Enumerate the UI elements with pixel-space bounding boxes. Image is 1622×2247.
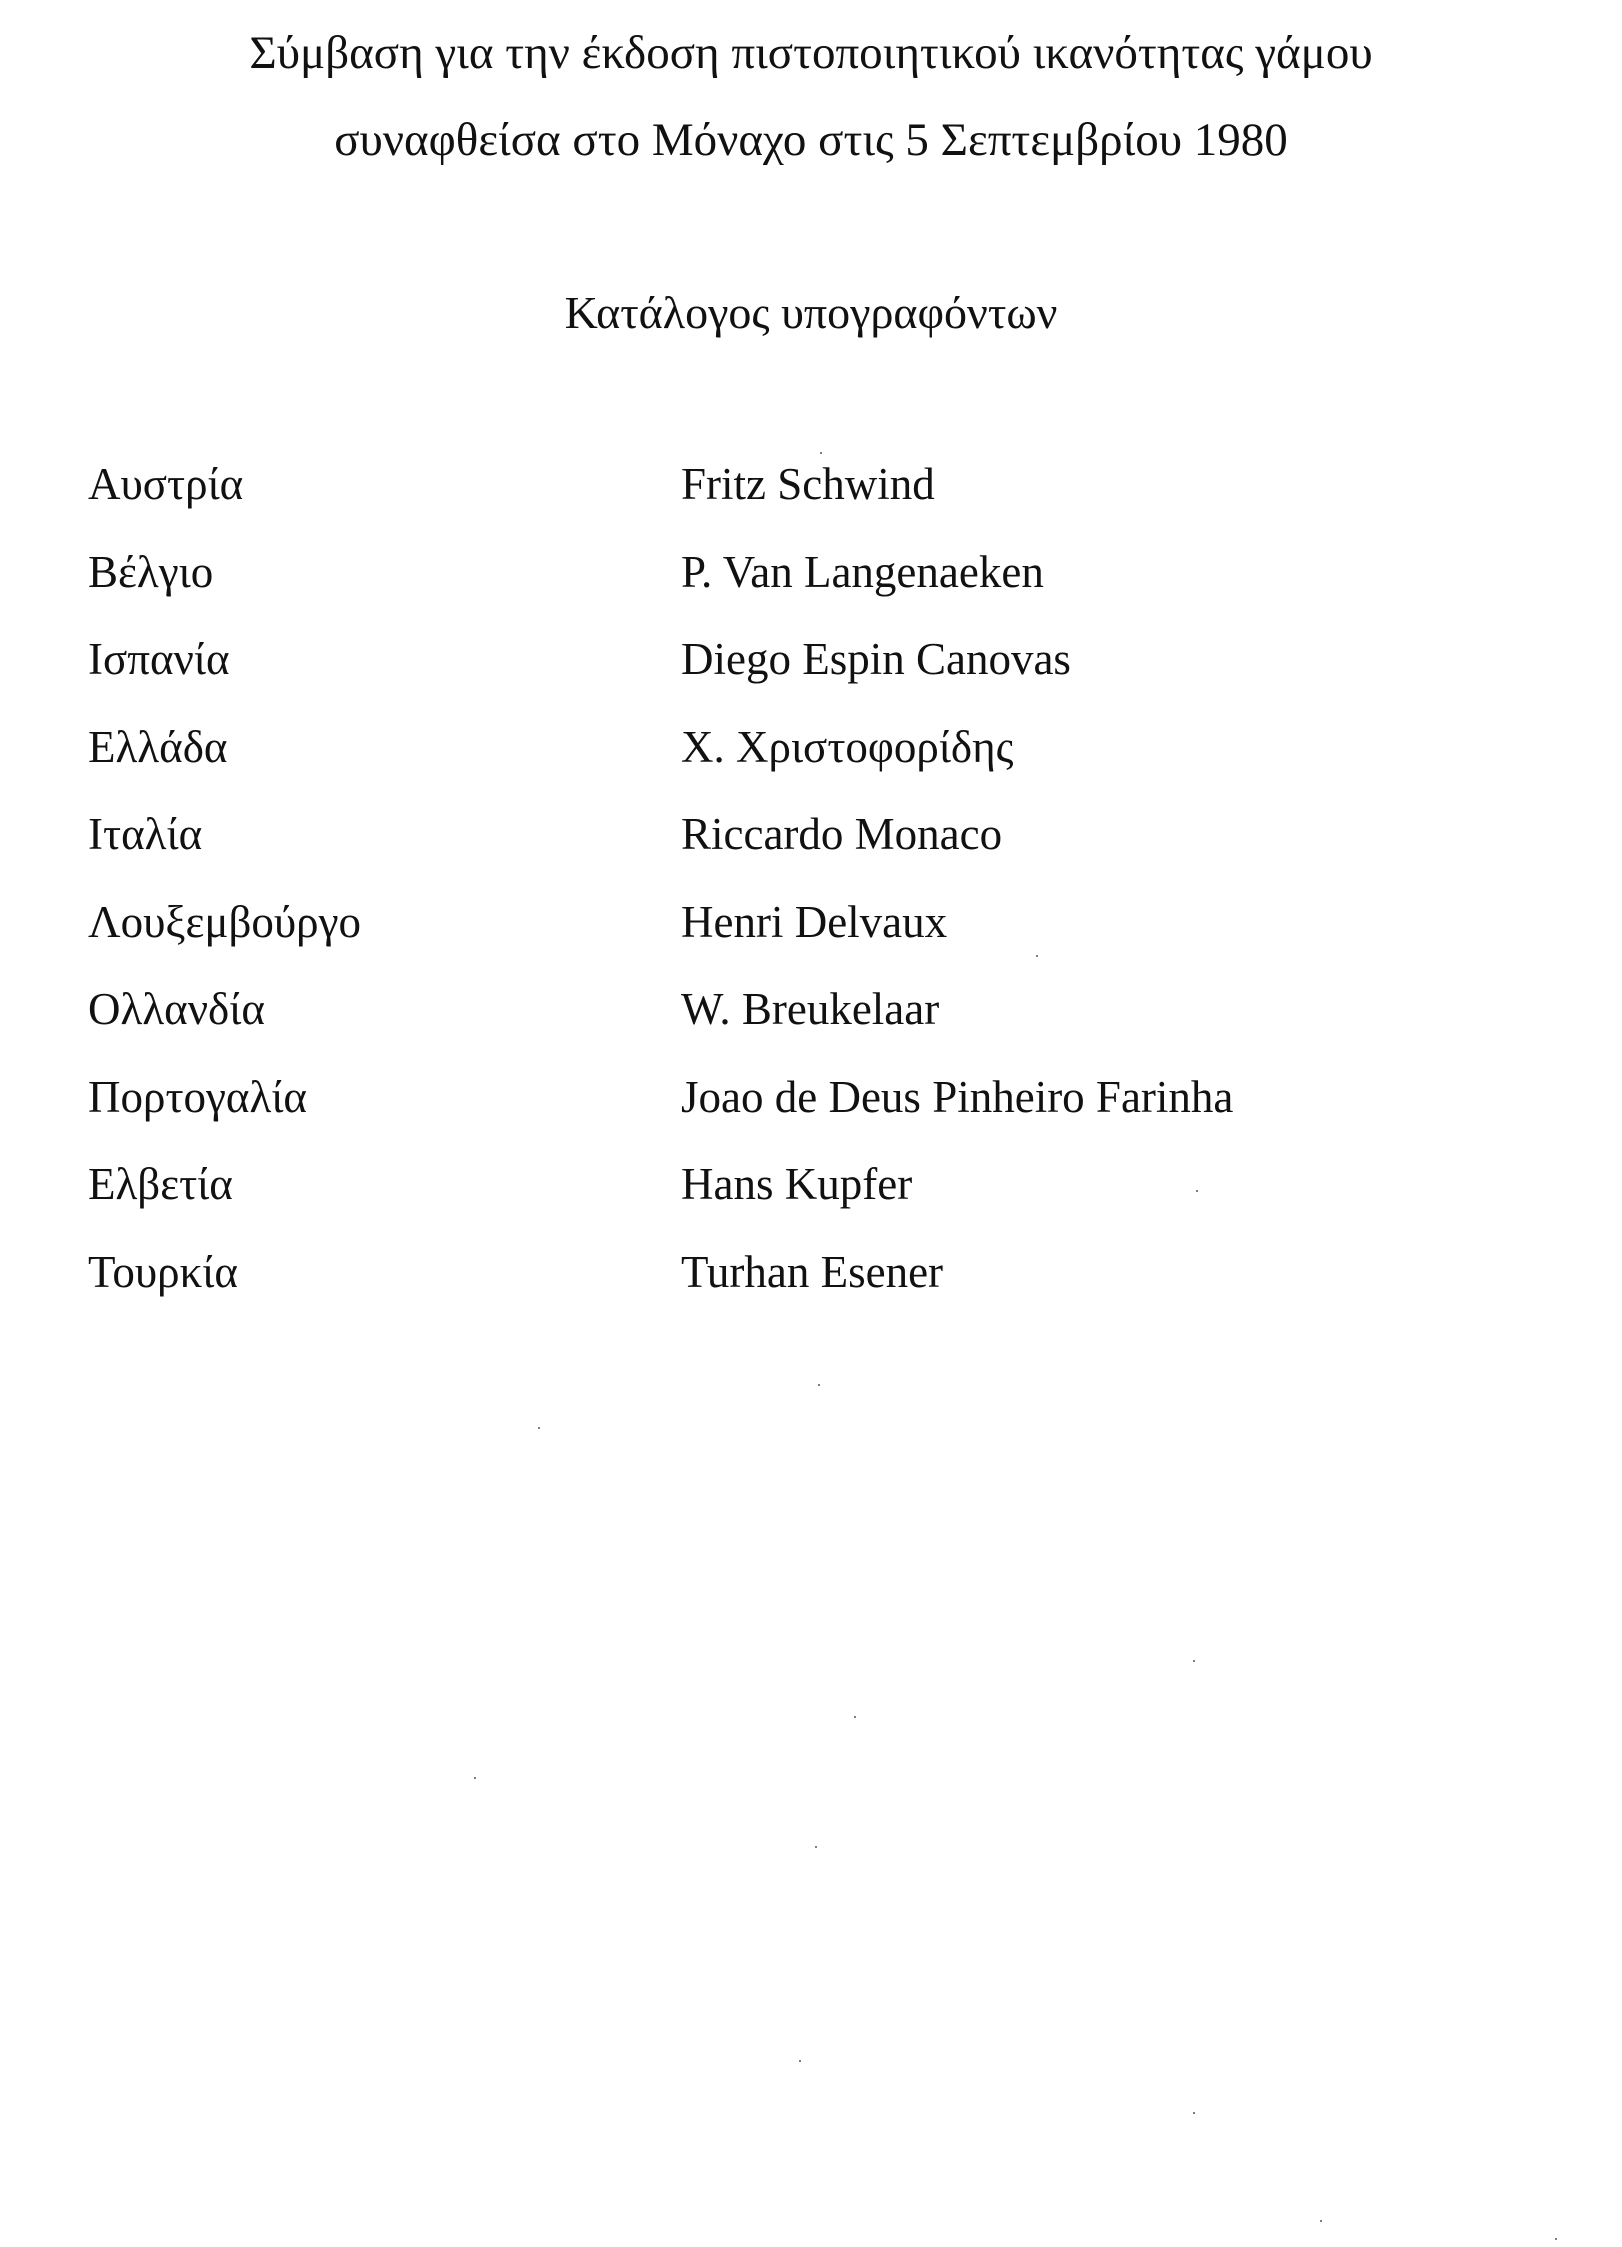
signatory-country: Αυστρία [88, 459, 244, 509]
signatory-row [88, 896, 1388, 988]
signatory-country: Ελβετία [88, 1159, 233, 1209]
scan-speck [854, 1716, 856, 1718]
signatory-name: P. Van Langenaeken [681, 546, 1044, 597]
signatory-name: Fritz Schwind [681, 459, 935, 509]
signatory-row [88, 634, 1388, 725]
document-title-line-1: Σύμβαση για την έκδοση πιστοποιητικού ικανότητας γάμου [249, 27, 1373, 79]
signatory-name: Χ. Χριστοφορίδης [681, 721, 1014, 772]
scan-speck [1320, 2220, 1322, 2222]
document-title-line-2: συναφθείσα στο Μόναχο στις 5 Σεπτεμβρίου 1980 [334, 114, 1288, 166]
signatory-country: Πορτογαλία [88, 1071, 308, 1122]
scan-speck [1036, 955, 1038, 957]
signatory-row [88, 1159, 1388, 1250]
signatory-country: Βέλγιο [88, 546, 214, 597]
signatory-country: Τουρκία [88, 1246, 238, 1297]
scan-speck [1555, 2238, 1557, 2240]
signatory-row [88, 984, 1388, 1075]
signatory-name: Joao de Deus Pinheiro Farinha [681, 1071, 1234, 1122]
scan-speck [820, 452, 822, 454]
signatory-name: W. Breukelaar [681, 984, 940, 1034]
signatories-heading: Κατάλογος υπογραφόντων [564, 287, 1058, 338]
signatory-country: Ολλανδία [88, 984, 265, 1034]
scan-speck [818, 1384, 820, 1386]
scan-speck [474, 1777, 476, 1779]
signatory-name: Diego Espin Canovas [681, 634, 1071, 684]
scan-speck [815, 1846, 817, 1848]
signatory-country: Ελλάδα [88, 721, 228, 772]
scan-speck [1196, 1190, 1198, 1192]
scan-speck [538, 1427, 540, 1429]
signatories-list [88, 459, 1388, 1337]
scan-speck [799, 2060, 801, 2062]
signatory-name: Henri Delvaux [681, 896, 948, 947]
signatory-country: Ισπανία [88, 634, 230, 684]
signatory-row [88, 1071, 1388, 1163]
signatory-country: Ιταλία [88, 809, 203, 859]
signatory-country: Λουξεμβούργο [88, 896, 362, 947]
scan-speck [1193, 2112, 1195, 2114]
signatory-row [88, 721, 1388, 813]
scan-speck [1193, 1660, 1195, 1662]
signatory-row [88, 459, 1388, 550]
signatory-name: Turhan Esener [681, 1246, 944, 1297]
signatory-row [88, 809, 1388, 900]
signatory-name: Riccardo Monaco [681, 809, 1003, 859]
signatory-row [88, 1246, 1388, 1338]
signatory-row [88, 546, 1388, 638]
signatory-name: Hans Kupfer [681, 1159, 913, 1209]
